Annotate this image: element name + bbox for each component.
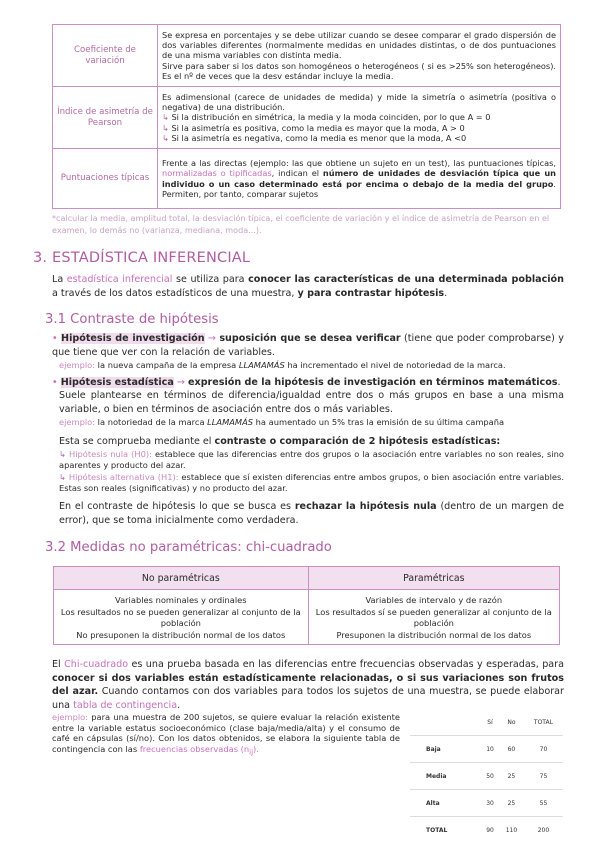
example-text: ejemplo: para una muestra de 200 sujetos, se quiere evaluar la relación existente entre la variable estatus socioeconómico (clase baja/media/alta) y el consumo de café en cápsulas (sí/no). Con los datos obtenidos, se elabora la siguiente tabla de contingencia con las frecuencias observadas $(n_{ij})$. xyxy=(52,712,400,757)
row-text: Se expresa en porcentajes y se debe utilizar cuando se desee comparar el grado dispersión de dos variables diferentes (normalmente medidas en unidades distintas, o de dos puntuaciones de una misma variables con distinta media. Sirve para saber si los datos son homogéneos o heterogéneos ( si es >25% son heterogéneos). Es el nº de veces que la desv estándar incluye la media. xyxy=(158,25,561,87)
bullet-hypothesis-research: • Hipótesis de investigación → suposición que se desea verificar (tiene que poder comprobarse) y que tiene que ver con la relación de variables. xyxy=(52,333,564,358)
column-header: No xyxy=(507,718,516,726)
paragraph: Esta se comprueba mediante el contraste o comparación de 2 hipótesis estadísticas: xyxy=(59,436,501,447)
column-header: Sí xyxy=(487,718,493,726)
table-cell: Los resultados no se pueden generalizar al conjunto de la población xyxy=(54,606,309,629)
column-header: TOTAL xyxy=(533,718,553,726)
subsection-title: 3.2 Medidas no paramétricas: chi-cuadrado xyxy=(45,540,332,555)
column-header: Paramétricas xyxy=(308,567,559,590)
arrow-icon: ↳ xyxy=(162,132,169,143)
arrow-icon: ↳ xyxy=(59,449,66,459)
null-hypothesis: ↳ Hipótesis nula (H0): establece que las diferencias entre dos grupos o la asociación entre variables no son reales, sino aparentes y producto del azar. xyxy=(59,449,564,470)
statistics-definitions-table xyxy=(52,24,561,209)
example-text: ejemplo: la notoriedad de la marca LLAMAMÁS ha aumentado un 5% tras la emisión de su última campaña xyxy=(59,417,505,427)
table-row: TOTAL 90 110 200 xyxy=(410,817,563,844)
arrow-icon: ↳ xyxy=(162,112,169,123)
row-label: Coeficiente de variación xyxy=(53,25,158,87)
paragraph: Suele plantearse en términos de diferencia/igualdad entre dos o más grupos en base a una misma variable, o bien en términos de asociación entre dos o más variables. xyxy=(59,390,564,415)
row-text: Frente a las directas (ejemplo: las que obtiene un sujeto en un test), las puntuaciones típicas, normalizadas o tipificadas, indican el número de unidades de desviación típica que un individuo o un caso determinado está por encima o debajo de la media del grupo. Permiten, por tanto, comparar sujetos xyxy=(158,149,561,209)
bullet-icon: • xyxy=(52,333,62,344)
table-cell: Variables nominales y ordinales xyxy=(54,590,309,607)
table-row: Media 50 25 75 xyxy=(410,763,563,790)
paragraph: En el contraste de hipótesis lo que se busca es rechazar la hipótesis nula (dentro de un margen de error), que se toma inicialmente como verdadera. xyxy=(59,501,564,526)
table-row: Alta 30 25 55 xyxy=(410,790,563,817)
arrow-icon: ↳ xyxy=(162,122,169,133)
parametric-comparison-table xyxy=(53,566,560,645)
alternative-hypothesis: ↳ Hipótesis alternativa (H1): establece que sí existen diferencias entre ambos grupos, o bien asociación entre variables. Estas son reales (significativas) y no producto del azar. xyxy=(59,472,564,493)
footnote: *calcular la media, amplitud total, la desviación típica, el coeficiente de variación y el índice de asimetría de Pearson en el examen, lo demás no (varianza, mediana, moda...). xyxy=(52,213,550,235)
table-cell: Presuponen la distribución normal de los datos xyxy=(308,629,559,645)
example-text: ejemplo: la nueva campaña de la empresa LLAMAMÁS ha incrementado el nivel de notoriedad de la marca. xyxy=(59,360,506,370)
intro-paragraph: La estadística inferencial se utiliza para conocer las características de una determinada población a través de los datos estadísticos de una muestra, y para contrastar hipótesis. xyxy=(52,274,564,299)
table-cell: Variables de intervalo y de razón xyxy=(308,590,559,607)
row-label: Puntuaciones típicas xyxy=(53,149,158,209)
section-title: 3. ESTADÍSTICA INFERENCIAL xyxy=(33,250,251,266)
row-label: Índice de asimetría de Pearson xyxy=(53,87,158,149)
contingency-table xyxy=(410,709,563,843)
row-text: Es adimensional (carece de unidades de medida) y mide la simetría o asimetría (positiva o negativa) de una distribución. ↳ Si la distribución en simétrica, la media y la moda coinciden, por lo que A = 0 ↳ Si la asimetría es positiva, como la media es mayor que la moda, A > 0 ↳ Si la asimetría es negativa, como la media es menor que la moda, A <0 xyxy=(158,87,561,149)
table-row: Baja 10 60 70 xyxy=(410,736,563,763)
bullet-icon: • xyxy=(52,377,61,388)
bullet-hypothesis-statistical: • Hipótesis estadística → expresión de la hipótesis de investigación en términos matemáticos. xyxy=(52,377,561,388)
arrow-icon: ↳ xyxy=(59,472,66,482)
subsection-title: 3.1 Contraste de hipótesis xyxy=(45,312,219,327)
table-cell: No presuponen la distribución normal de los datos xyxy=(54,629,309,645)
column-header: No paramétricas xyxy=(54,567,309,590)
chi-square-paragraph: El Chi-cuadrado es una prueba basada en las diferencias entre frecuencias observadas y esperadas, para conocer si dos variables están estadísticamente relacionadas, o si sus variaciones son frutos del azar. Cuando contamos con dos variables para todos los sujetos de una muestra, se puede elaborar una tabla de contingencia. xyxy=(52,659,564,711)
table-cell: Los resultados sí se pueden generalizar al conjunto de la población xyxy=(308,606,559,629)
